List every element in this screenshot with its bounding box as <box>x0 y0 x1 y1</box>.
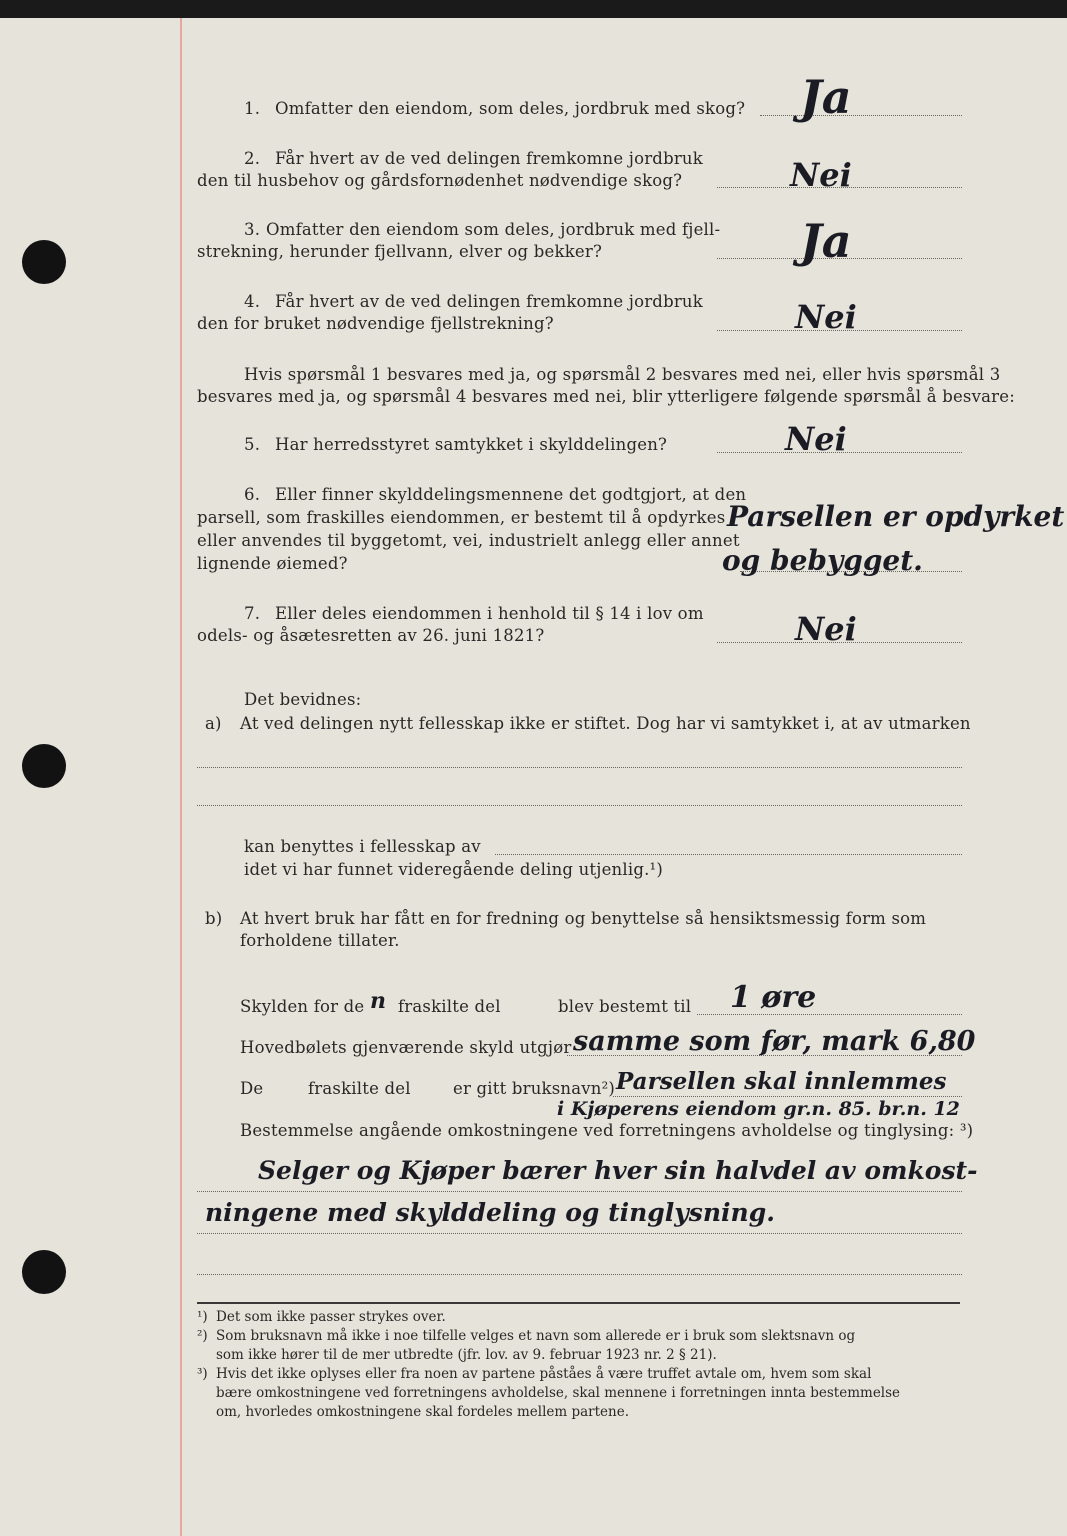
skyld-line-3-c: er gitt bruksnavn²) <box>453 1079 616 1098</box>
certify-b-label: b) <box>205 909 223 928</box>
document-page <box>0 18 1067 1536</box>
condition-line-2: besvares med ja, og spørsmål 4 besvares med nei, blir ytterligere følgende spørsmål å besvare: <box>197 387 1015 406</box>
question-6-answer-line-2: og bebygget. <box>722 544 923 577</box>
certify-a-label: a) <box>205 714 222 733</box>
punch-hole <box>22 1250 66 1294</box>
question-6-text-line-3: eller anvendes til byggetomt, vei, industrielt anlegg eller annet <box>197 531 740 550</box>
certify-a-text-2: kan benyttes i fellesskap av <box>244 837 481 856</box>
question-3-number: 3. <box>244 220 261 239</box>
question-5-number: 5. <box>244 435 261 454</box>
blank-line <box>495 854 962 855</box>
question-7-text-line-1: Eller deles eiendommen i henhold til § 14 i lov om <box>275 604 704 623</box>
skyld-line-4: Bestemmelse angående omkostningene ved forretningens avholdelse og tinglysing: ³) <box>240 1121 974 1140</box>
certify-a-text-3: idet vi har funnet videregående deling utjenlig.¹) <box>244 860 663 879</box>
question-5-text: Har herredsstyret samtykket i skylddelingen? <box>275 435 668 454</box>
skyld-line-1-c: blev bestemt til <box>558 997 692 1016</box>
skyld-line-1-b: fraskilte del <box>398 997 501 1016</box>
footnote-2-line-2: som ikke hører til de mer utbredte (jfr. lov. av 9. februar 1923 nr. 2 § 21). <box>216 1347 717 1363</box>
question-7-answer: Nei <box>795 610 857 648</box>
footnote-3-line-1: Hvis det ikke oplyses eller fra noen av partene påståes å være truffet avtale om, hvem som skal <box>216 1366 872 1382</box>
blank-line <box>197 805 962 806</box>
certify-heading: Det bevidnes: <box>244 690 362 709</box>
certify-b-text-line-2: forholdene tillater. <box>240 931 400 950</box>
answer-line <box>197 1191 962 1192</box>
skyld-line-3-answer-2: i Kjøperens eiendom gr.n. 85. br.n. 12 <box>557 1098 960 1120</box>
punch-hole <box>22 240 66 284</box>
blank-line <box>197 767 962 768</box>
footnote-1-line-1: Det som ikke passer strykes over. <box>216 1309 446 1325</box>
question-1-text: Omfatter den eiendom, som deles, jordbruk med skog? <box>275 99 746 118</box>
footnote-3-mark: ³) <box>197 1366 208 1382</box>
question-7-number: 7. <box>244 604 261 623</box>
margin-line <box>180 18 182 1536</box>
skyld-line-3-answer: Parsellen skal innlemmes <box>616 1068 947 1095</box>
skyld-line-2-answer: samme som før, mark 6,80 <box>573 1026 976 1057</box>
answer-line <box>197 1233 962 1234</box>
certify-b-text-line-1: At hvert bruk har fått en for fredning og benyttelse så hensiktsmessig form som <box>240 909 927 928</box>
question-3-answer: Ja <box>800 214 852 268</box>
skyld-line-1-a: Skylden for de <box>240 997 365 1016</box>
question-6-text-line-1: Eller finner skylddelingsmennene det godtgjort, at den <box>275 485 747 504</box>
condition-line-1: Hvis spørsmål 1 besvares med ja, og spørsmål 2 besvares med nei, eller hvis spørsmål 3 <box>244 365 1001 384</box>
question-1-answer: Ja <box>800 70 852 124</box>
question-6-number: 6. <box>244 485 261 504</box>
blank-line <box>197 1274 962 1275</box>
skyld-line-4-answer-1: Selger og Kjøper bærer hver sin halvdel av omkost- <box>258 1156 978 1185</box>
question-2-text-line-1: Får hvert av de ved delingen fremkomne jordbruk <box>275 149 703 168</box>
question-4-answer: Nei <box>795 298 857 336</box>
skyld-line-3-b: fraskilte del <box>308 1079 411 1098</box>
skyld-line-3-a: De <box>240 1079 264 1098</box>
skyld-line-2: Hovedbølets gjenværende skyld utgjør <box>240 1038 572 1057</box>
footnote-1-mark: ¹) <box>197 1309 208 1325</box>
skyld-line-4-answer-2: ningene med skylddeling og tinglysning. <box>205 1198 775 1227</box>
answer-line <box>613 1096 962 1097</box>
skyld-line-1-handwritten: n <box>370 988 386 1014</box>
footnote-2-mark: ²) <box>197 1328 208 1344</box>
answer-line <box>760 115 962 116</box>
question-2-text-line-2: den til husbehov og gårdsfornødenhet nødvendige skog? <box>197 171 683 190</box>
question-4-number: 4. <box>244 292 261 311</box>
question-6-answer-line-1: Parsellen er opdyrket <box>727 500 1065 533</box>
certify-a-text: At ved delingen nytt fellesskap ikke er stiftet. Dog har vi samtykket i, at av utmarken <box>240 714 971 733</box>
question-6-text-line-4: lignende øiemed? <box>197 554 348 573</box>
question-5-answer: Nei <box>785 420 847 458</box>
question-6-text-line-2: parsell, som fraskilles eiendommen, er bestemt til å opdyrkes <box>197 508 726 527</box>
punch-hole <box>22 744 66 788</box>
footnote-2-line-1: Som bruksnavn må ikke i noe tilfelle velges et navn som allerede er i bruk som slektsnavn og <box>216 1328 856 1344</box>
footnote-rule <box>197 1302 960 1304</box>
skyld-line-1-answer: 1 øre <box>730 980 817 1015</box>
question-4-text-line-1: Får hvert av de ved delingen fremkomne jordbruk <box>275 292 703 311</box>
question-7-text-line-2: odels- og åsætesretten av 26. juni 1821? <box>197 626 545 645</box>
question-2-number: 2. <box>244 149 261 168</box>
question-4-text-line-2: den for bruket nødvendige fjellstrekning? <box>197 314 554 333</box>
question-3-text-line-2: strekning, herunder fjellvann, elver og bekker? <box>197 242 602 261</box>
question-3-text-line-1: Omfatter den eiendom som deles, jordbruk med fjell- <box>266 220 721 239</box>
footnote-3-line-3: om, hvorledes omkostningene skal fordeles mellem partene. <box>216 1404 630 1420</box>
question-1-number: 1. <box>244 99 261 118</box>
footnote-3-line-2: bære omkostningene ved forretningens avholdelse, skal mennene i forretningen innta bestemmelse <box>216 1385 901 1401</box>
question-2-answer: Nei <box>790 156 852 194</box>
